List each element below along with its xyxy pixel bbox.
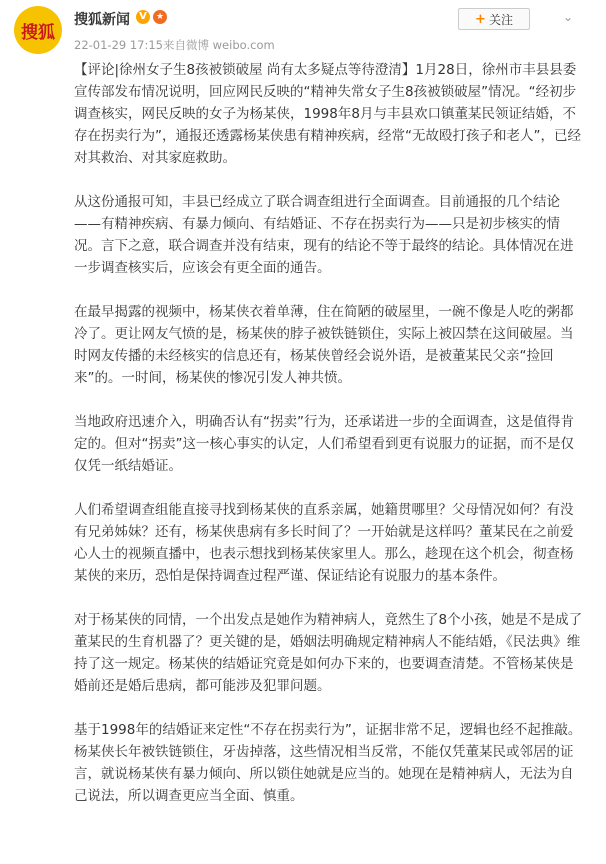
plus-icon: + xyxy=(475,11,486,27)
follow-button[interactable] xyxy=(458,8,530,30)
paragraph: 在最早揭露的视频中，杨某侠衣着单薄，住在简陋的破屋里，一碗不像是人吃的粥都冷了。更让网友气愤的是，杨某侠的脖子被铁链锁住，实际上被囚禁在这间破屋。当时网友传播的未经核实的信息还有，杨某侠曾经会说外语，是被董某民父亲“捡回来”的。一时间，杨某侠的惨况引发人神共愤。 xyxy=(74,304,574,386)
paragraph: 【评论|徐州女子生8孩被锁破屋 尚有太多疑点等待澄清】1月28日，徐州市丰县县委宣传部发布情况说明，回应网民反映的“精神失常女子生8孩被锁破屋”情况。“经初步调查核实，网民反映的女子为杨某侠，1998年8月与丰县欢口镇董某民领证结婚，不存在拐卖行为”，通报还透露杨某侠患有精神疾病，经常“无故殴打孩子和老人”，已经对其救治、对其家庭救助。 xyxy=(74,62,581,166)
follow-label: 关注 xyxy=(488,12,513,27)
author-name[interactable]: 搜狐新闻 xyxy=(74,12,130,28)
paragraph: 对于杨某侠的同情，一个出发点是她作为精神病人，竟然生了8个小孩，她是不是成了董某民的生育机器了？更关键的是，婚姻法明确规定精神病人不能结婚，《民法典》维持了这一规定。杨某侠的结婚证究竟是如何办下来的，也要调查清楚。不管杨某侠是婚前还是婚后患病，都可能涉及犯罪问题。 xyxy=(74,612,583,694)
paragraph: 当地政府迅速介入，明确否认有“拐卖”行为，还承诺进一步的全面调查，这是值得肯定的。但对“拐卖”这一核心事实的认定，人们希望看到更有说服力的证据，而不是仅仅凭一纸结婚证。 xyxy=(74,414,574,474)
avatar[interactable] xyxy=(14,6,62,54)
paragraph: 基于1998年的结婚证来定性“不存在拐卖行为”，证据非常不足，逻辑也经不起推敲。杨某侠长年被铁链锁住，牙齿掉落，这些情况相当反常，不能仅凭董某民或邻居的证言，就说杨某侠有暴力倾向、所以锁住她就是应当的。她现在是精神病人，无法为自己说法，所以调查更应当全面、慎重。 xyxy=(74,722,582,804)
medal-icon: ★ xyxy=(153,10,167,24)
paragraph: 从这份通报可知，丰县已经成立了联合调查组进行全面调查。目前通报的几个结论——有精神疾病、有暴力倾向、有结婚证、不存在拐卖行为——只是初步核实的情况。言下之意，联合调查并没有结束，现有的结论不等于最终的结论。具体情况在进一步调查核实后，应该会有更全面的通告。 xyxy=(74,194,574,276)
post-content xyxy=(74,59,584,807)
verified-badge-icon: V xyxy=(136,10,150,24)
post-meta: 22-01-29 17:15来自微博 weibo.com xyxy=(74,38,275,52)
paragraph: 人们希望调查组能直接寻找到杨某侠的直系亲属，她籍贯哪里？父母情况如何？有没有兄弟姊妹？还有，杨某侠患病有多长时间了？一开始就是这样吗？董某民在之前爱心人士的视频直播中，也表示想找到杨某侠家里人。那么，趁现在这个机会，彻查杨某侠的来历，恐怕是保持调查过程严谨、保证结论有说服力的基本条件。 xyxy=(74,502,574,584)
chevron-down-icon[interactable]: ⌄ xyxy=(562,10,574,24)
avatar-logo-text: 搜狐 xyxy=(21,22,55,43)
